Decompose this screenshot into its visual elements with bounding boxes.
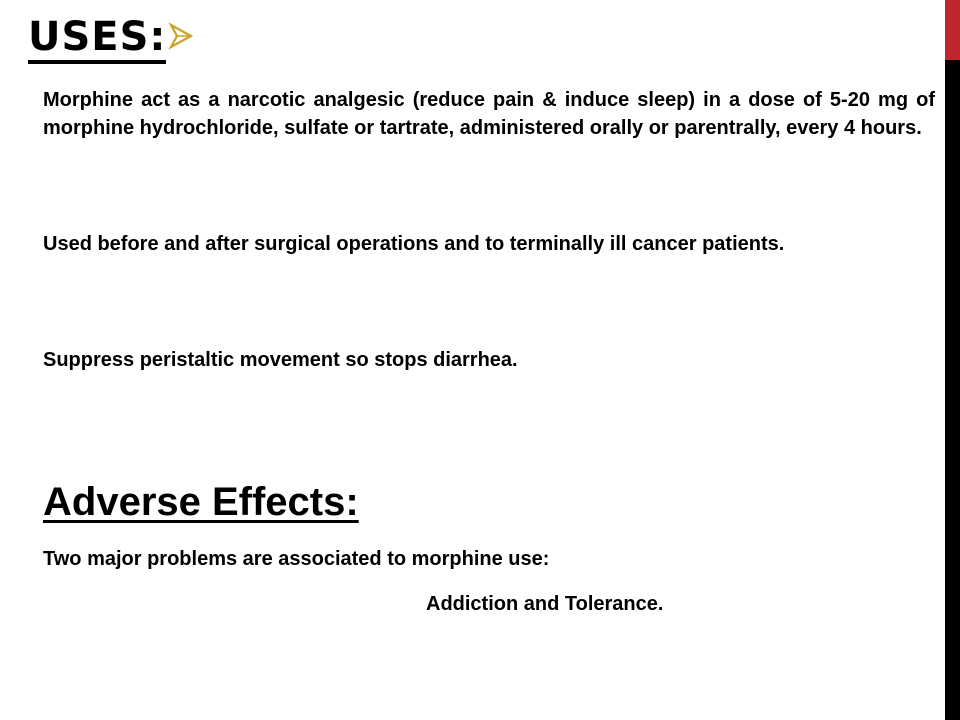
heading-title: USES:: [28, 14, 166, 64]
adverse-effects-problems: Addiction and Tolerance.: [426, 593, 664, 615]
adverse-effects-intro: Two major problems are associated to morphine use:: [43, 548, 550, 570]
arrow-bullet-icon: [168, 22, 194, 50]
uses-paragraph-analgesic: Morphine act as a narcotic analgesic (reduce pain & induce sleep) in a dose of 5-20 mg of morphine hydrochloride, sulfate or tartrate, administered orally or parentrally, every 4 hours.: [43, 89, 935, 139]
adverse-effects-title: Adverse Effects:: [43, 480, 359, 524]
uses-paragraph-surgery: Used before and after surgical operations and to terminally ill cancer patients.: [43, 233, 785, 255]
accent-bar-red: [945, 0, 960, 60]
uses-paragraph-diarrhea: Suppress peristaltic movement so stops diarrhea.: [43, 349, 518, 371]
accent-bar-black: [945, 60, 960, 720]
slide-heading: [28, 14, 194, 64]
